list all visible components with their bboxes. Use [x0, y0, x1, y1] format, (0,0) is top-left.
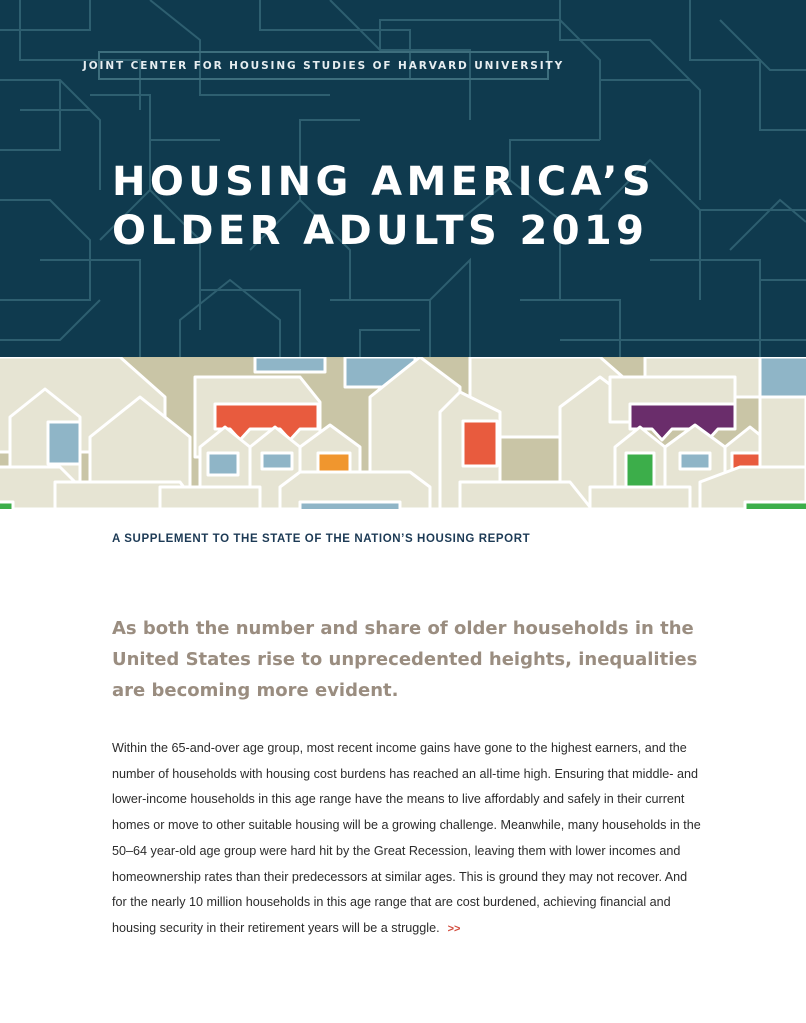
houses-illustration [0, 357, 806, 509]
supplement-subtitle: A SUPPLEMENT TO THE STATE OF THE NATION’S HOUSING REPORT [112, 533, 531, 545]
body-text: Within the 65-and-over age group, most recent income gains have gone to the highest earners, and the number of households with housing cost burdens has reached an all-time high. Ensuring that middle- and lower-income households in this age range have the means to live affordably and safely in their current homes or move to other suitable housing will be a growing challenge. Meanwhile, many households in the 50–64 year-old age group were hard hit by the Great Recession, leaving them with lower incomes and homeownership rates than their predecessors at similar ages. This is ground they may not recover. And for the nearly 10 million households in this age range that are cost burdened, achieving financial and housing security in their retirement years will be a struggle. [112, 741, 701, 935]
organization-banner: JOINT CENTER FOR HOUSING STUDIES OF HARVARD UNIVERSITY [98, 51, 549, 80]
lead-paragraph: As both the number and share of older households in the United States rise to unprecedented heights, inequalities are becoming more evident. [112, 618, 698, 701]
continue-marker[interactable]: >> [447, 922, 461, 935]
cover-header [0, 0, 806, 357]
page-title [112, 158, 655, 256]
colored-houses-art [0, 357, 806, 509]
title-line-1: HOUSING AMERICA’S [112, 159, 656, 205]
title-line-2: OLDER ADULTS 2019 [112, 208, 649, 254]
body-paragraph [112, 736, 702, 943]
